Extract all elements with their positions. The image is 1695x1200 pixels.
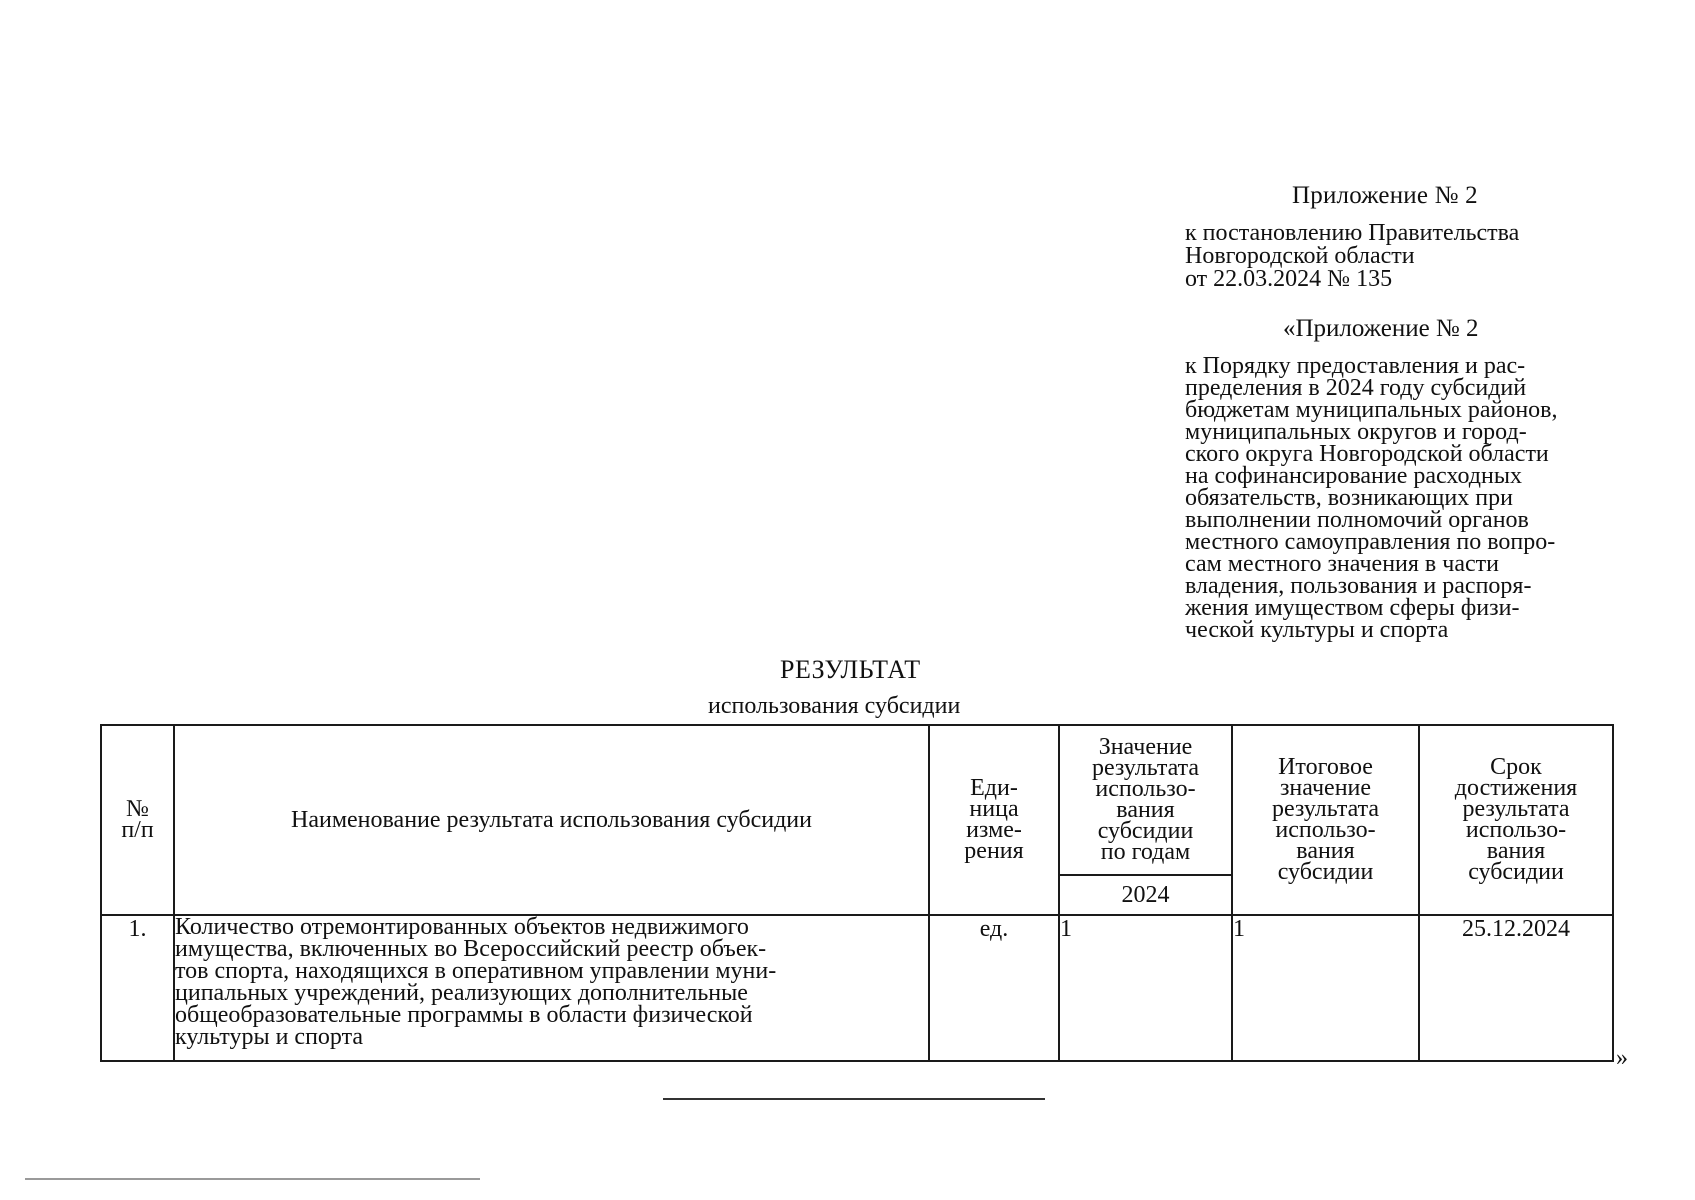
order-reference-line: ского округа Новгородской области xyxy=(1185,441,1549,467)
order-reference-line: сам местного значения в части xyxy=(1185,551,1499,577)
decree-reference-line: от 22.03.2024 № 135 xyxy=(1185,266,1393,292)
value-2024: 1 xyxy=(1059,915,1232,1061)
column-header-year: 2024 xyxy=(1059,875,1232,915)
document-title: РЕЗУЛЬТАТ xyxy=(780,655,921,684)
column-header-final-value-line: значение xyxy=(1279,775,1372,801)
appendix-title: Приложение № 2 xyxy=(1292,182,1478,209)
result-name-line: общеобразовательные программы в области физической xyxy=(175,1002,753,1028)
column-header-value-line: субсидии xyxy=(1097,818,1194,844)
order-appendix-title: «Приложение № 2 xyxy=(1283,315,1479,342)
row-number: 1. xyxy=(101,915,174,1061)
column-header-deadline-line: Срок xyxy=(1490,754,1542,780)
order-reference-line: к Порядку предоставления и рас- xyxy=(1185,353,1526,379)
result-name-line: Количество отремонтированных объектов недвижимого xyxy=(175,914,749,940)
column-header-unit-line: Еди- xyxy=(970,775,1018,801)
column-header-number xyxy=(101,725,174,915)
order-reference-line: бюджетам муниципальных районов, xyxy=(1185,397,1558,423)
column-header-deadline-line: вания xyxy=(1486,838,1546,864)
column-header-final-value-line: использо- xyxy=(1275,817,1376,843)
table-header-row xyxy=(101,725,1613,875)
order-reference-line: пределения в 2024 году субсидий xyxy=(1185,375,1527,401)
column-header-value-line: по годам xyxy=(1100,839,1191,865)
order-reference-line: ческой культуры и спорта xyxy=(1185,617,1449,643)
column-header-number-line: п/п xyxy=(121,817,154,843)
result-name xyxy=(174,915,929,1061)
decree-reference xyxy=(1185,222,1519,291)
column-header-unit-line: изме- xyxy=(966,817,1022,843)
unit-of-measure: ед. xyxy=(929,915,1059,1061)
order-reference-line: владения, пользования и распоря- xyxy=(1185,573,1532,599)
order-reference-line: обязательств, возникающих при xyxy=(1185,485,1513,511)
column-header-value-line: вания xyxy=(1116,797,1175,823)
result-name-line: тов спорта, находящихся в оперативном управлении муни- xyxy=(175,958,777,984)
order-reference-line: на софинансирование расходных xyxy=(1185,463,1522,489)
result-name-line: ципальных учреждений, реализующих дополнительные xyxy=(175,980,748,1006)
column-header-unit xyxy=(929,725,1059,915)
column-header-final-value-line: вания xyxy=(1296,838,1355,864)
order-reference-line: жения имуществом сферы физи- xyxy=(1185,595,1520,621)
column-header-deadline-line: достижения xyxy=(1454,775,1578,801)
column-header-final-value-line: субсидии xyxy=(1277,859,1374,885)
column-header-name: Наименование результата использования субсидии xyxy=(174,725,929,915)
column-header-final-value-line: Итоговое xyxy=(1278,754,1373,780)
deadline-date: 25.12.2024 xyxy=(1419,915,1613,1061)
column-header-unit-line: рения xyxy=(964,838,1024,864)
order-reference-line: местного самоуправления по вопро- xyxy=(1185,529,1556,555)
column-header-value-line: использо- xyxy=(1095,776,1196,802)
result-name-line: культуры и спорта xyxy=(175,1024,364,1050)
document-subtitle: использования субсидии xyxy=(708,693,961,719)
order-reference-line: выполнении полномочий органов xyxy=(1185,507,1529,533)
column-header-value xyxy=(1059,725,1232,875)
column-header-deadline-line: использо- xyxy=(1465,817,1567,843)
decree-reference-line: Новгородской области xyxy=(1185,243,1415,269)
scan-artifact-line xyxy=(25,1178,480,1180)
column-header-value-line: результата xyxy=(1091,755,1200,781)
column-header-unit-line: ница xyxy=(969,796,1019,822)
table-row xyxy=(101,915,1613,1061)
column-header-value-line: Значение xyxy=(1098,734,1193,760)
column-header-final-value xyxy=(1232,725,1419,915)
order-reference xyxy=(1185,355,1558,641)
column-header-number-line: № xyxy=(126,796,149,822)
column-header-deadline-line: субсидии xyxy=(1468,859,1564,885)
column-header-deadline xyxy=(1419,725,1613,915)
column-header-final-value-line: результата xyxy=(1271,796,1380,822)
order-reference-line: муниципальных округов и город- xyxy=(1185,419,1527,445)
result-name-line: имущества, включенных во Всероссийский реестр объек- xyxy=(175,936,767,962)
column-header-deadline-line: результата xyxy=(1462,796,1570,822)
final-value: 1 xyxy=(1232,915,1419,1061)
results-table xyxy=(100,724,1614,1062)
bottom-rule xyxy=(663,1098,1045,1100)
closing-quote: » xyxy=(1616,1045,1628,1071)
decree-reference-line: к постановлению Правительства xyxy=(1185,220,1520,246)
